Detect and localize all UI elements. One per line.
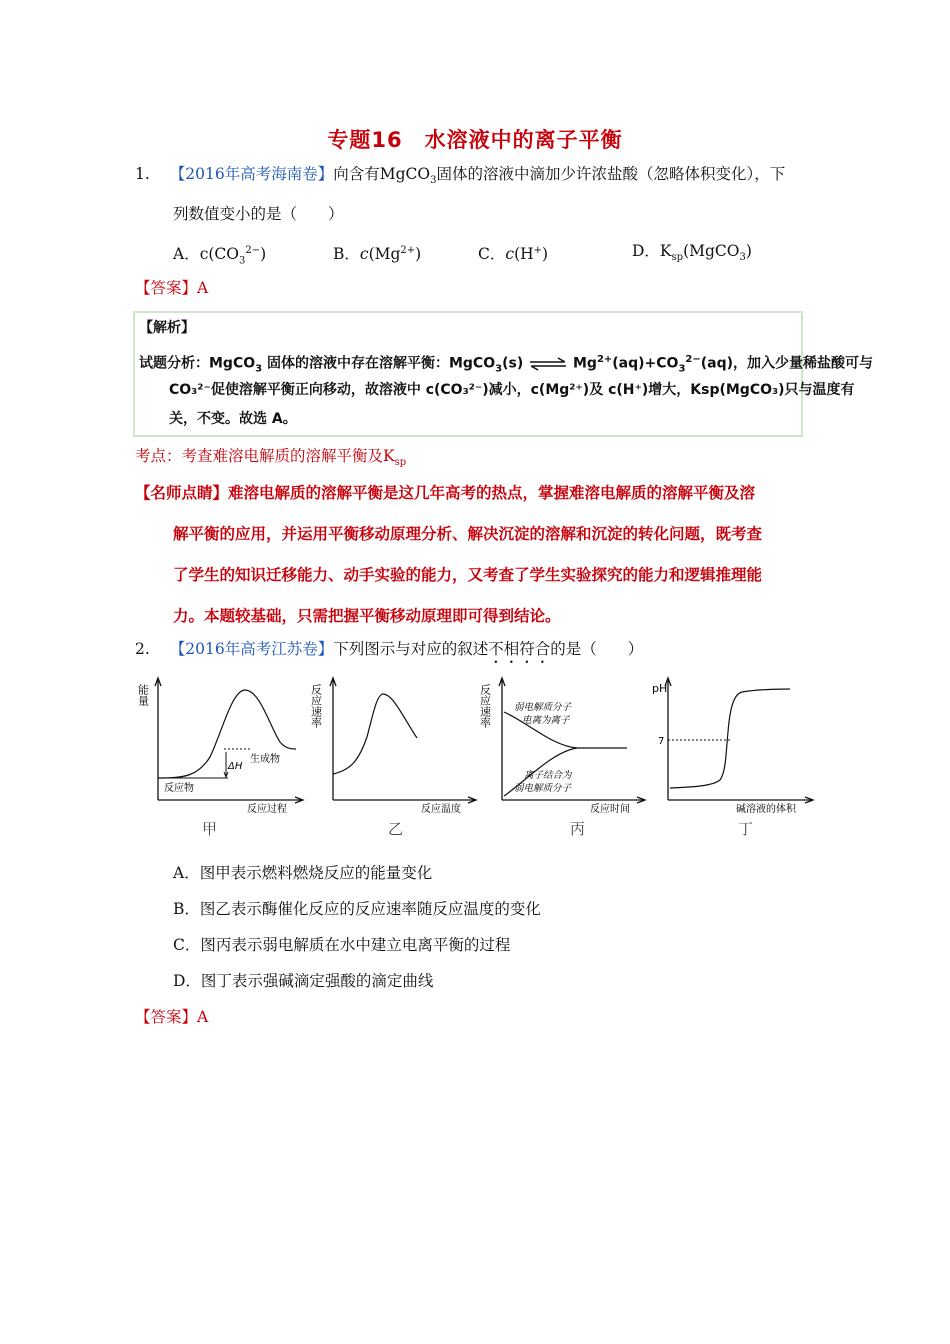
svg-text:弱电解质分子: 弱电解质分子	[514, 702, 572, 713]
option-a: A．$c(CO_3^{2-})$	[173, 245, 267, 267]
svg-text:反应温度: 反应温度	[421, 804, 461, 815]
svg-text:弱电解质分子: 弱电解质分子	[514, 783, 572, 794]
equilibrium-arrow-icon	[528, 358, 568, 370]
svg-text:7: 7	[658, 736, 665, 747]
svg-text:离子结合为: 离子结合为	[524, 770, 572, 781]
question-source: 【2016年高考海南卷】	[169, 165, 334, 183]
mingshi-line4: 力。本题较基础，只需把握平衡移动原理即可得到结论。	[173, 606, 561, 625]
svg-text:反应速率: 反应速率	[309, 684, 323, 728]
question-number: 2.	[135, 640, 150, 658]
mingshi-line3: 了学生的知识迁移能力、动手实验的能力，又考查了学生实验探究的能力和逻辑推理能	[173, 565, 763, 584]
page-title: 专题16 水溶液中的离子平衡	[327, 128, 623, 152]
svg-text:生成物: 生成物	[250, 754, 280, 765]
option-d: D．$K_{sp}(MgCO_3)$	[632, 242, 752, 264]
question-1-line1: 1. 【2016年高考海南卷】向含有MgCO$_3$固体的溶液中滴加少许浓盐酸（忽略体积变化），下	[135, 165, 786, 187]
q2-option-d: D．图丁表示强碱滴定强酸的滴定曲线	[173, 972, 434, 990]
mingshi-line1: 【名师点睛】难溶电解质的溶解平衡是这几年高考的热点，掌握难溶电解质的溶解平衡及溶	[135, 483, 756, 502]
q2-option-a: A．图甲表示燃料燃烧反应的能量变化	[173, 864, 433, 882]
analysis-line2: CO₃²⁻促使溶解平衡正向移动，故溶液中 c(CO₃²⁻)减小，c(Mg²⁺)及 c(H⁺)增大，Ksp(MgCO₃)只与温度有	[169, 382, 855, 398]
option-b: B．$c(Mg^{2+})$	[333, 245, 422, 264]
svg-text:电离为离子: 电离为离子	[522, 715, 570, 726]
mingshi-line2: 解平衡的应用，并运用平衡移动原理分析、解决沉淀的溶解和沉淀的转化问题，既考查	[173, 524, 763, 543]
svg-text:反应时间: 反应时间	[590, 804, 630, 815]
svg-text:反应物: 反应物	[164, 783, 194, 794]
svg-text:碱溶液的体积: 碱溶液的体积	[736, 804, 796, 815]
svg-text:pH: pH	[652, 682, 668, 695]
svg-text:能量: 能量	[136, 684, 150, 706]
emphasis-text: 不相符合	[488, 640, 551, 658]
analysis-line1: 试题分析：MgCO$_3$ 固体的溶液中存在溶解平衡：MgCO$_3$(s) $Mg^{2+}(aq)+CO_3^{2-}(aq)$，加入少量稀盐酸可与	[139, 354, 874, 375]
graph-yi	[309, 672, 483, 842]
question-number: 1.	[135, 165, 150, 183]
svg-text:乙: 乙	[388, 820, 404, 838]
analysis-heading: 【解析】	[139, 320, 195, 336]
question-source: 【2016年高考江苏卷】	[169, 640, 334, 658]
question-1-line2: 列数值变小的是（ ）	[173, 205, 344, 223]
svg-text:反应速率: 反应速率	[478, 684, 492, 728]
graph-ding	[650, 672, 820, 842]
analysis-box	[133, 311, 874, 437]
q2-option-c: C．图丙表示弱电解质在水中建立电离平衡的过程	[173, 936, 511, 954]
option-c: C．c(H+)	[478, 245, 549, 264]
analysis-line3: 关，不变。故选 A。	[169, 411, 297, 427]
graph-jia	[136, 672, 310, 842]
svg-text:丁: 丁	[738, 820, 754, 838]
q2-option-b: B．图乙表示酶催化反应的反应速率随反应温度的变化	[173, 900, 541, 918]
svg-text:ΔH: ΔH	[228, 761, 243, 772]
svg-text:甲: 甲	[202, 820, 218, 838]
graph-bing	[478, 672, 652, 842]
question-2-line1: 2. 【2016年高考江苏卷】下列图示与对应的叙述不相符合的是（ ）	[135, 640, 644, 658]
answer-1: 【答案】A	[135, 279, 209, 297]
kaodian: 考点：考查难溶电解质的溶解平衡及$K_{sp}$	[135, 447, 407, 469]
answer-2: 【答案】A	[135, 1008, 209, 1026]
svg-text:反应过程: 反应过程	[247, 804, 287, 815]
svg-text:丙: 丙	[570, 820, 586, 838]
